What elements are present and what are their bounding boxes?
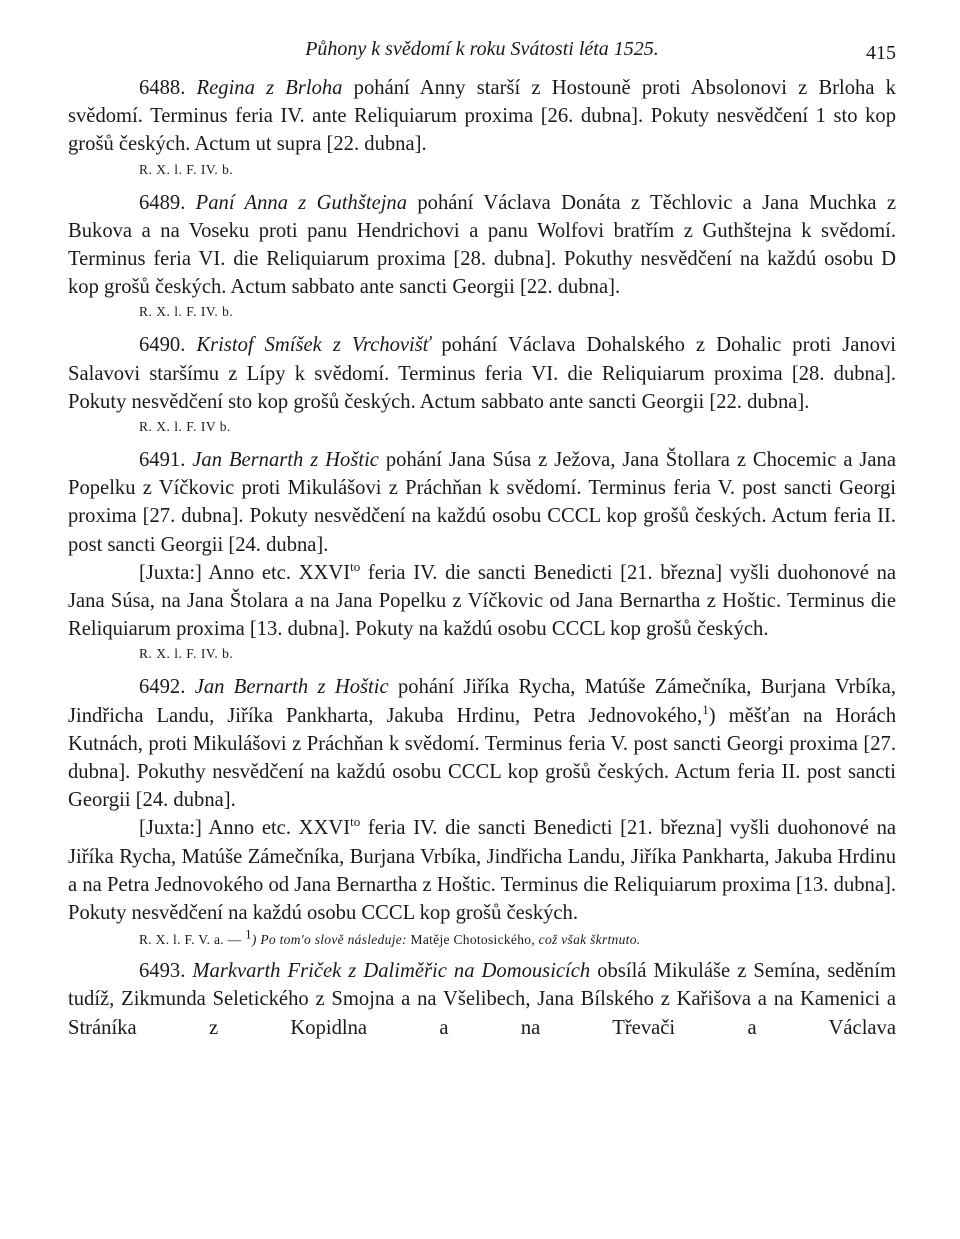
entry-6488 [68,74,896,179]
entry-body: pohání Anny starší z Hostouně proti Absolonovi z Brloha k svědomí. Terminus feria IV. ante Reliquiarum proxima [26. dubna]. Pokuty nesvědčení 1 sto kop grošů českých. Actum ut supra [22. dubna]. [68,77,896,156]
page-number: 415 [866,42,896,64]
footnote-italic: ) Po tom'o slově následuje: [251,932,407,948]
entry-text [68,957,896,1042]
entry-body: pohání Václava Donáta z Těchlovic a Jana Muchka z Bukova a na Voseku proti panu Hendrichovi a panu Wolfovi bratřím z Guthštejna k svědomí. Terminus feria VI. die Reliquiarum proxima [28. dubna]. Pokuthy nesvědčení na každú osobu D kop grošů českých. Actum sabbato ante sancti Georgii [22. dubna]. [68,191,896,299]
entry-6493 [68,957,896,1042]
entry-body: pohání Václava Dohalského z Dohalic proti Janovi Salavovi staršímu z Lípy k svědomí. Terminus feria VI. die Reliquiarum proxima [28. dubna]. Pokuty nesvědčení sto kop grošů českých. Actum sabbato ante sancti Georgii [22. dubna]. [68,334,896,413]
entry-text-juxta [68,814,896,927]
archive-source-with-footnote [68,926,896,949]
archive-source: R. X. l. F. IV. b. [139,161,234,177]
entry-6491 [68,446,896,663]
entry-name: Jan Bernarth z Hoštic [192,449,379,472]
entry-number: 6488. [139,77,186,99]
entry-number: 6491. [139,449,186,472]
entry-name: Kristof Smíšek z Vrchovišť [196,334,431,357]
entry-number: 6489. [139,191,186,214]
page-header [68,36,896,70]
entry-text [68,446,896,559]
running-title: Půhony k svědomí k roku Svátosti léta 1525. [305,38,659,60]
juxta-lead: [Juxta:] Anno etc. XXVI [139,561,351,584]
entry-text [68,189,896,302]
entry-6490 [68,331,896,436]
entry-body-pre: pohání Jiříka Rycha, Matúše Zámečníka, Burjana Vrbíka, Jindřicha Landu, Jiříka Pankharta, Jakuba Hrdinu, Petra Jednovokého, [68,676,896,727]
ordinal-superscript: to [350,558,361,574]
entry-number: 6490. [139,334,186,357]
footnote-italic-end: což však škrtnuto. [538,932,641,948]
entry-body-post: ) měšťan na Horách Kutnách, proti Mikulášovi z Práchňan k svědomí. Terminus feria V. post sancti Georgi proxima [27. dubna]. Pokuthy nesvědčení na každú osobu CCCL kop grošů českých. Actum feria II. post sancti Georgii [24. dubna]. [68,704,896,812]
entry-name: Jan Bernarth z Hoštic [194,676,389,699]
footnote-mark: 1 [245,926,252,942]
entry-name: Markvarth Friček z Daliměřic na Domousicích [192,960,591,983]
juxta-lead: [Juxta:] Anno etc. XXVI [139,817,351,840]
entry-name: Paní Anna z Guthštejna [195,191,408,214]
entry-text-juxta [68,559,896,644]
archive-source: R. X. l. F. IV. b. [139,304,234,320]
archive-source: R. X. l. F. IV b. [139,419,231,435]
juxta-body: feria IV. die sancti Benedicti [21. března] vyšli duohonové na Jiříka Rycha, Matúše Zámečníka, Burjana Vrbíka, Jindřicha Landu, Jiříka Pankharta, Jakuba Hrdinu a na Petra Jednovokého od Jana Bernartha z Hoštic. Terminus die Reliquiarum proxima [13. dubna]. Pokuty nesvědčení na každú osobu CCCL kop grošů českých. [68,817,897,925]
entry-body: obsílá Mikuláše z Semína, seděním tudíž, Zikmunda Seletického z Smojna a na Všelibech, Jana Bílského z Kařišova a na Kamenici a Stráníka z Kopidlna a na Třevači a Václava [68,960,896,1039]
archive-source: R. X. l. F. IV. b. [139,646,234,662]
juxta-body: feria IV. die sancti Benedicti [21. března] vyšli duohonové na Jana Súsa, na Jana Štolara a na Jana Popelku z Víčkovic od Jana Bernartha z Hoštic. Terminus die Reliquiarum proxima [13. dubna]. Pokuty na každú osobu CCCL kop grošů českých. [68,561,897,641]
entry-number: 6492. [139,676,186,699]
footnote-text: Matěje Chotosického, [406,932,539,948]
entry-number: 6493. [139,960,186,983]
footnote-ref: 1 [702,701,709,717]
entry-text [68,673,896,814]
entry-name: Regina z Brloha [196,77,343,99]
ordinal-superscript: to [350,814,361,830]
entry-6492 [68,673,896,949]
entry-body: pohání Jana Súsa z Ježova, Jana Štollara z Chocemic a Jana Popelku z Víčkovic proti Mikulášovi z Práchňan k svědomí. Terminus feria V. post sancti Georgi proxima [27. dubna]. Pokuty nesvědčení na každú osobu CCCL kop grošů českých. Actum feria II. post sancti Georgii [24. dubna]. [68,449,896,556]
entry-text [68,74,896,159]
entry-6489 [68,189,896,322]
entry-text [68,331,896,416]
document-page [68,36,896,1042]
archive-source: R. X. l. F. V. a. — [139,932,246,948]
